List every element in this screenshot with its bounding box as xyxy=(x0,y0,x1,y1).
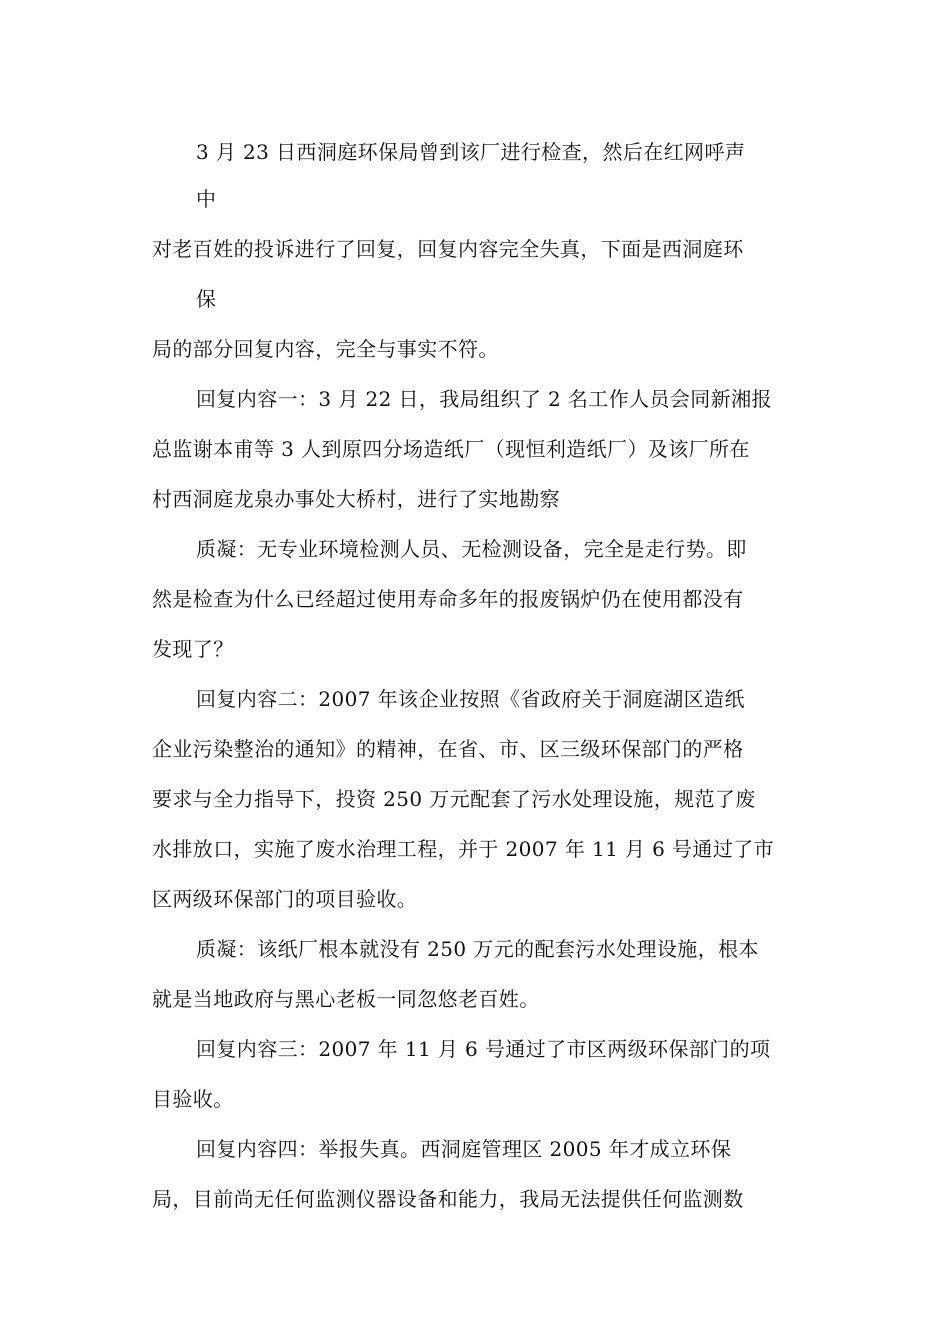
text-line: 质凝：该纸厂根本就没有 250 万元的配套污水处理设施，根本 xyxy=(196,937,759,961)
text-line: 对老百姓的投诉进行了回复，回复内容完全失真，下面是西洞庭环 xyxy=(152,237,744,261)
text-line: 回复内容一：3 月 22 日，我局组织了 2 名工作人员会同新湘报 xyxy=(196,387,772,411)
text-line: 水排放口，实施了废水治理工程，并于 2007 年 11 月 6 号通过了市 xyxy=(152,837,775,861)
text-line: 发现了？ xyxy=(152,637,234,661)
text-line: 就是当地政府与黑心老板一同忽悠老百姓。 xyxy=(152,987,540,1011)
text-line: 中 xyxy=(196,187,217,211)
text-line: 企业污染整治的通知》的精神，在省、市、区三级环保部门的严格 xyxy=(152,737,744,761)
text-line: 回复内容四：举报失真。西洞庭管理区 2005 年才成立环保 xyxy=(196,1137,732,1161)
text-line: 村西洞庭龙泉办事处大桥村，进行了实地勘察 xyxy=(152,487,560,511)
text-line: 保 xyxy=(196,287,217,311)
text-line: 3 月 23 日西洞庭环保局曾到该厂进行检查，然后在红网呼声 xyxy=(196,140,746,164)
text-line: 要求与全力指导下，投资 250 万元配套了污水处理设施，规范了废 xyxy=(152,787,756,811)
text-line: 总监谢本甫等 3 人到原四分场造纸厂（现恒利造纸厂）及该厂所在 xyxy=(152,437,750,461)
text-line: 然是检查为什么已经超过使用寿命多年的报废锅炉仍在使用都没有 xyxy=(152,587,744,611)
text-line: 质凝：无专业环境检测人员、无检测设备，完全是走行势。即 xyxy=(196,537,747,561)
text-line: 目验收。 xyxy=(152,1087,234,1111)
text-line: 区两级环保部门的项目验收。 xyxy=(152,887,418,911)
text-line: 局的部分回复内容，完全与事实不符。 xyxy=(152,337,499,361)
text-line: 回复内容二：2007 年该企业按照《省政府关于洞庭湖区造纸 xyxy=(196,687,745,711)
text-line: 回复内容三：2007 年 11 月 6 号通过了市区两级环保部门的项 xyxy=(196,1037,771,1061)
text-line: 局，目前尚无任何监测仪器设备和能力，我局无法提供任何监测数 xyxy=(152,1187,744,1211)
